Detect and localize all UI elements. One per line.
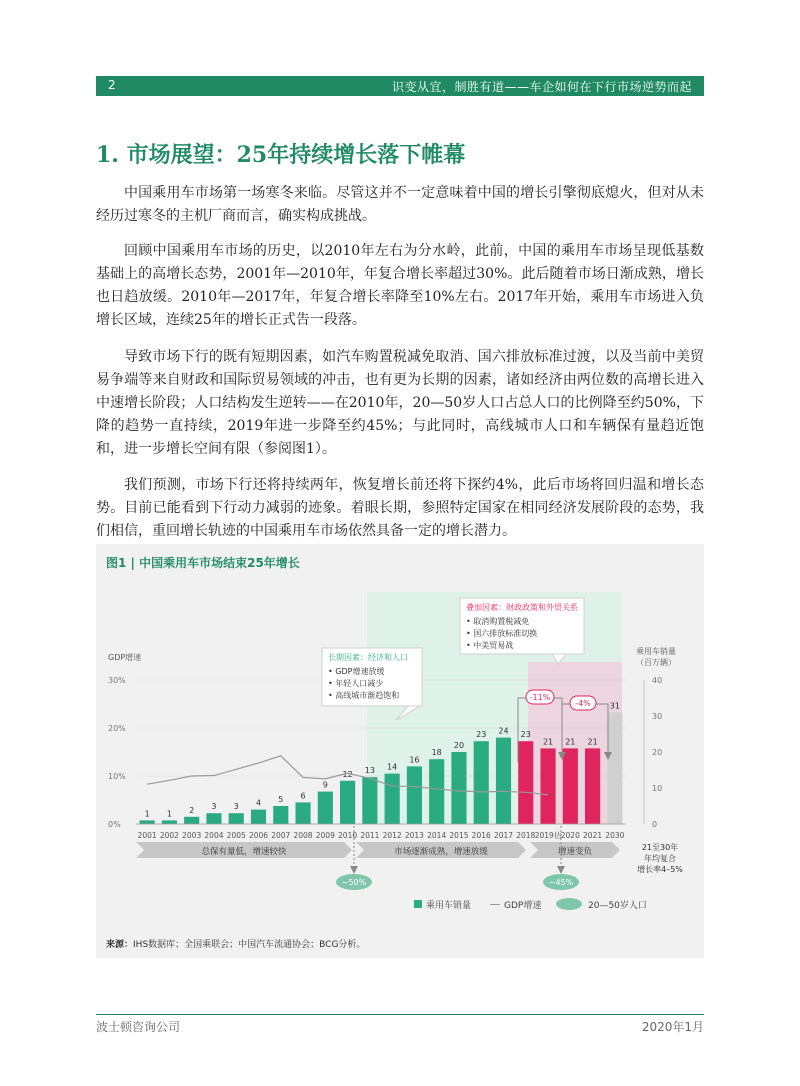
cagr-note	[637, 842, 683, 874]
x-labels	[138, 830, 625, 840]
callout-long-item: • GDP增速放缓	[328, 667, 385, 676]
left-ticks	[108, 676, 126, 829]
bar	[140, 820, 155, 824]
svg-text:年均复合: 年均复合	[644, 854, 676, 863]
figure-source: 来源：IHS数据库；全国乘联会；中国汽车流通协会；BCG分析。	[106, 940, 366, 950]
bar	[362, 777, 377, 824]
bar	[607, 712, 622, 824]
svg-text:市场逐渐成熟，增速放缓: 市场逐渐成熟，增速放缓	[394, 847, 488, 857]
right-axis-title-2: （百万辆）	[636, 658, 676, 667]
x-tick-label: 2014	[427, 831, 447, 840]
callout-short-item: • 国六排放标准切换	[466, 629, 538, 638]
phase-arrow-3	[530, 842, 620, 858]
bar-value-label: 9	[322, 780, 328, 790]
left-tick-label: 0%	[108, 820, 121, 829]
bar	[229, 813, 244, 824]
x-tick-label: 2004	[204, 831, 224, 840]
x-tick-label: 2009	[315, 831, 335, 840]
x-tick-label: 2011	[360, 831, 380, 840]
paragraph: 我们预测，市场下行还将持续两年，恢复增长前还将下探约4%，此后市场将回归温和增长态势。目前已能看到下行动力减弱的迹象。着眼长期，参照特定国家在相同经济发展阶段的态势，我们相信，重回增长轨迹的中国乘用车市场依然具备一定的增长潜力。	[96, 477, 704, 539]
bar-value-label: 21	[542, 737, 554, 747]
figure-title: 图1 | 中国乘用车市场结束25年增长	[106, 556, 300, 570]
x-tick-label: 2002	[159, 831, 179, 840]
phase-arrow-1	[136, 842, 352, 858]
svg-text:-4%: -4%	[575, 699, 591, 708]
paragraph: 回顾中国乘用车市场的历史，以2010年左右为分水岭，此前，中国的乘用车市场呈现低基数基础上的高增长态势，2001年—2010年，年复合增长率超过30%。此后随着市场日渐成熟，增长也日趋放缓。2010年—2017年，年复合增长率降至10%左右。2017年开始，乘用车市场进入负增长区域，连续25年的增长正式告一段落。	[96, 243, 704, 328]
callout-long-item: • 年轻人口减少	[328, 679, 384, 688]
bar	[295, 802, 310, 824]
svg-text:增长率4–5%: 增长率4–5%	[637, 865, 683, 874]
callout-long-title: 长期因素：经济和人口	[328, 653, 408, 662]
right-tick-label: 0	[652, 820, 658, 829]
bar	[184, 817, 199, 824]
x-tick-label: 2008	[293, 831, 313, 840]
bar	[273, 806, 288, 824]
bar-value-label: 1	[166, 809, 172, 819]
x-tick-label: 2007	[271, 831, 291, 840]
callout-short-term	[460, 598, 584, 664]
x-tick-label: 2013	[404, 831, 424, 840]
x-tick-label: 2020	[560, 831, 580, 840]
svg-text:~45%: ~45%	[548, 878, 574, 887]
x-tick-label: 2010	[338, 831, 358, 840]
paragraph: 导致市场下行的既有短期因素，如汽车购置税减免取消、国六排放标准过渡，以及当前中美贸易争端等来自财政和国际贸易领域的冲击，也有更为长期的因素，诸如经济由两位数的高增长进入中速增长阶段；人口结构发生逆转——在2010年，20—50岁人口占总人口的比例降至约50%，下降的趋势一直持续，2019年进一步降至约45%；与此同时，高线城市人口和车辆保有量趋近饱和，进一步增长空间有限（参阅图1）。	[96, 349, 704, 457]
bar-value-label: 20	[453, 741, 465, 750]
footer-divider	[96, 1014, 704, 1015]
bar	[451, 752, 466, 824]
x-tick-label: 2016	[471, 831, 491, 840]
bar	[540, 748, 555, 824]
bar-value-label: 23	[520, 730, 531, 740]
x-tick-label: 2030	[605, 831, 625, 840]
x-tick-label: 2017	[493, 831, 514, 840]
bar-value-label: 1	[144, 809, 150, 819]
svg-text:-11%: -11%	[529, 693, 551, 702]
header-title: 识变从宜，制胜有道——车企如何在下行市场逆势而起	[391, 80, 692, 94]
footer-company: 波士顿咨询公司	[96, 1020, 181, 1034]
x-tick-label: 2015	[449, 831, 469, 840]
bar-value-label: 3	[211, 802, 217, 812]
right-axis-title-1: 乘用车销量	[636, 647, 676, 656]
bar-value-label: 13	[364, 766, 375, 776]
section-title: 1. 市场展望：25年持续增长落下帷幕	[96, 142, 466, 168]
bar	[407, 766, 422, 824]
bar-value-label: 5	[278, 795, 284, 804]
svg-text:21至30年: 21至30年	[641, 843, 679, 852]
right-tick-label: 20	[652, 748, 663, 757]
bar	[429, 759, 444, 824]
callout-short-item: • 取消购置税减免	[466, 617, 530, 626]
bar-value-label: 21	[587, 737, 598, 747]
right-ticks	[644, 676, 662, 829]
bar	[251, 810, 266, 824]
right-tick-label: 40	[652, 676, 663, 685]
bar	[518, 741, 533, 824]
sales-chart	[96, 544, 704, 894]
left-tick-label: 10%	[108, 772, 126, 781]
bar-value-label: 23	[476, 730, 487, 740]
bar-value-label: 12	[342, 769, 353, 779]
bar-value-label: 3	[233, 802, 239, 812]
paragraph: 中国乘用车市场第一场寒冬来临。尽管这并不一定意味着中国的增长引擎彻底熄火，但对从未经历过寒冬的主机厂商而言，确实构成挑战。	[96, 185, 704, 224]
x-tick-label: 2018	[516, 831, 536, 840]
x-tick-label: 2006	[248, 831, 269, 840]
callout-short-title: 叠加因素：财政政策和外贸关系	[466, 603, 578, 612]
left-tick-label: 30%	[108, 676, 126, 685]
page-number: 2	[108, 78, 116, 92]
bar-value-label: 16	[409, 755, 420, 765]
x-tick-label: 2019估	[534, 831, 562, 840]
bar-value-label: 18	[431, 748, 442, 758]
bar	[206, 813, 221, 824]
x-tick-label: 2003	[182, 831, 202, 840]
x-tick-label: 2012	[382, 831, 402, 840]
x-tick-label: 2005	[226, 831, 246, 840]
bar	[385, 774, 400, 824]
bar-value-label: 14	[387, 762, 398, 772]
bar-value-label: 21	[565, 737, 576, 747]
phase-arrow-2	[356, 842, 526, 858]
svg-text:增速变负: 增速变负	[557, 847, 593, 857]
left-tick-label: 20%	[108, 724, 126, 733]
bar-value-label: 6	[300, 791, 306, 801]
bar-value-label: 31	[609, 701, 620, 711]
x-tick-label: 2021	[583, 831, 603, 840]
footer-date: 2020年1月	[641, 1020, 704, 1034]
bar	[496, 738, 511, 824]
bar	[162, 820, 177, 824]
bar	[474, 741, 489, 824]
bar	[563, 748, 578, 824]
right-tick-label: 10	[652, 784, 663, 793]
right-tick-label: 30	[652, 712, 663, 721]
bar-value-label: 24	[498, 726, 509, 736]
x-tick-label: 2001	[137, 831, 157, 840]
svg-text:总保有量低，增速较快: 总保有量低，增速较快	[201, 847, 287, 857]
bar	[318, 792, 333, 824]
callout-long-item: • 高线城市渐趋饱和	[328, 691, 400, 700]
bar	[340, 781, 355, 824]
callout-short-item: • 中美贸易战	[466, 641, 514, 650]
svg-text:~50%: ~50%	[341, 878, 367, 887]
header-bar	[96, 76, 704, 96]
left-axis-title: GDP增速	[108, 653, 142, 662]
bar-value-label: 4	[255, 798, 262, 808]
figure-1: 图1 | 中国乘用车市场结束25年增长 GDP增速 乘用车销量 （百万辆） 30% 20% 10% 0% 40 30 20 10 0 1 1 2 3 3 4 5 6 9 12 13 14 16 18 20 23 24 23 21 21 21 31 2001 2002 2003 2004 2005 2006 2007 2008 2009 2010 2011 2012 2013 2014 2015 2016 2017 2018 2019估 2020 2021 2030 长期因素：经济和人口 • GDP增速放缓 • 年轻人口减少 • 高线城市渐趋饱和 叠加因素：财政政策和外贸关系 • 取消购置税减免 • 国六排放标准切换 • 中美贸易战 -11% -4% 总保有量低，增速较快 市场逐渐成熟，增速放缓 增速变负 21至30年 年均复合 增长率4–5% ~50% ~45% 乘用车销量 GDP增速 20—50岁人口 来源：IHS数据库；全国乘联会；中国汽车流通协会；BCG分析。	[96, 544, 704, 958]
bar-value-label: 2	[189, 805, 195, 815]
bar	[585, 748, 600, 824]
